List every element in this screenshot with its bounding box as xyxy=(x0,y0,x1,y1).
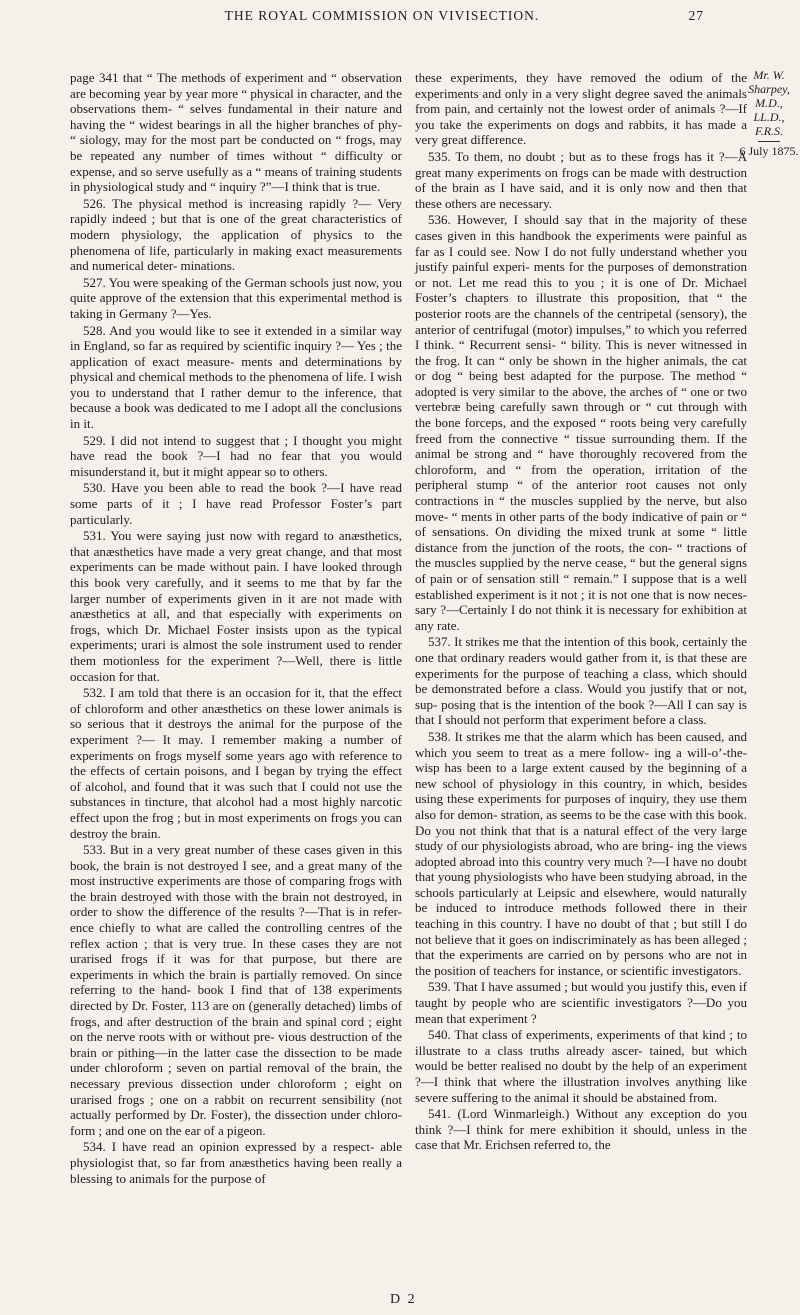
paragraph: 534. I have read an opinion expressed by a respect- able physiologist that, so far from anæsthetics having been really a blessing to animals for the purpose of xyxy=(70,1139,402,1186)
left-column xyxy=(70,70,402,1187)
paragraph: 530. Have you been able to read the book ?—I have read some parts of it ; I have read Professor Foster’s part particularly. xyxy=(70,480,402,527)
right-column xyxy=(415,70,747,1154)
paragraph: 540. That class of experiments, experiments of that kind ; to illustrate to a class truths already ascer- tained, but which would be better realised no doubt by the help of an experiment ?—I think that where the illustration involves anything like severe suffering to the animal it should be abstained from. xyxy=(415,1027,747,1105)
paragraph: 541. (Lord Winmarleigh.) Without any exception do you think ?—I think for mere exhibition it should, unless in the case that Mr. Erichsen referred to, the xyxy=(415,1106,747,1153)
paragraph: 536. However, I should say that in the majority of these cases given in this handbook the experiments were painful as far as I could see. Now I do not fully understand whether you justify painful experi- ments for the purposes of demonstration or not. Let me read this to you ; it is one of Dr. Michael Foster’s chapters to illustrate this proposition, that “ the posterior roots are the channels of the centripetal (sensory), the anterior of centrifugal (motor) impulses,” to which you referred I think. “ Recurrent sensi- “ bility. This is never witnessed in the frog. It can “ only be shown in the higher animals, the cat or dog “ being best adapted for the purpose. The method “ adopted is very similar to the above, the arches of “ one or two vertebræ being carefully sawn through or “ cut through with the bone forceps, and the exposed “ roots being very carefully freed from the connective “ tissue surrounding them. If the animal be strong and “ have thoroughly recovered from the chloroform, and “ from the operation, irritation of the peripheral stump “ of the anterior root causes not only contractions in “ the muscles supplied by the nerve, but also move- “ ments in other parts of the body indicative of pain or “ of sensations. On dividing the mixed trunk at some “ little distance from the junction of the roots, the con- “ tractions of the muscles supplied by the nerve cease, “ but the general signs of pain or of sensation still “ remain.” I suppose that is a well established experiment is it not ; it is not one that is now neces- sary ?—Certainly I do not think it is necessary for exhibition at any rate. xyxy=(415,212,747,633)
paragraph: 538. It strikes me that the alarm which has been caused, and which you seem to treat as a mere follow- ing a will-o’-the-wisp has been to a large extent caused by the beginning of a new school of physiology in this country, in which, besides using these experiments for purposes of inquiry, they use them also for demon- stration, as seems to be the case with this book. Do you not think that that is a natural effect of the very large study of our physiologists abroad, who are bring- ing the views adopted abroad into this country very much ?—I have no doubt that young physiologists who have been studying abroad, in the schools particularly at Leipsic and elsewhere, would naturally be induced to introduce methods followed there in their teaching in this country. I have no doubt of that ; but still I do not believe that it goes on indiscriminately as has been alleged ; that the experiments are carried on by persons who are not in the position of teachers for instance, or scientific investigators. xyxy=(415,728,747,978)
witness-date: 6 July 1875. xyxy=(739,144,799,158)
paragraph: 529. I did not intend to suggest that ; I thought you might have read the book ?—I had no fear that you would misunderstand it, but it might appear so to others. xyxy=(70,432,402,479)
paragraph: 535. To them, no doubt ; but as to these frogs has it ?—A great many experiments on frogs can be made with destruction of the brain as I have said, and it is only now and then that these others are necessary. xyxy=(415,148,747,211)
paragraph: 537. It strikes me that the intention of this book, certainly the one that ordinary readers would gather from it, is that these are experiments for the purpose of teaching a class, which should be demonstrated before a class. Would you justify that or not, sup- posing that is the intention of the book ?—All I can say is that I should not perform that experiment before a class. xyxy=(415,634,747,728)
paragraph: 539. That I have assumed ; but would you justify this, even if taught by people who are scientific investigators ?—Do you mean that experiment ? xyxy=(415,979,747,1026)
divider xyxy=(758,141,780,142)
paragraph: 533. But in a very great number of these cases given in this book, the brain is not destroyed I see, and a great many of the most instructive experiments are those of comparing frogs with the brain destroyed with those with the brain not destroyed, in order to show the difference of the results ?—That is in refer- ence chiefly to what are called the controlling centres of the reflex action ; that is very true. In these cases they are not urarised frogs if it was for that purpose, but there are experiments in which the brain is partially removed. On since referring to the hand- book I find that of 138 experiments directed by Dr. Foster, 113 are on (generally detached) limbs of frogs, and after destruction of the brain and spinal cord ; eight on the nerve roots with or without pre- vious destruction of the brain or pithing—in the latter case the dissection to be made under chloroform ; seven on partial removal of the brain, the necessary previous dissection under chloroform ; eight on urarised frogs ; one on a rabbit on recurrent sensibility (not actually performed by Dr. Foster), the dissection under chloro- form ; and one on the ear of a pigeon. xyxy=(70,842,402,1138)
paragraph: 528. And you would like to see it extended in a similar way in England, so far as required by scientific inquiry ?— Yes ; the application of exact measure- ments and determinations by physical and chemical methods to the phenomena of life. I wish you to understand that I rather demur to the inference, that because a book was dedicated to me I adopt all the conclusions in it. xyxy=(70,322,402,432)
printer-signature-mark: D 2 xyxy=(390,1292,417,1307)
paragraph: 526. The physical method is increasing rapidly ?— Very rapidly indeed ; but that is one of the great characteristics of modern physiology, the application of physics to the phenomena of life, particularly in making exact measurements and numerical deter- minations. xyxy=(70,195,402,274)
running-head-title: THE ROYAL COMMISSION ON VIVISECTION. xyxy=(224,8,540,23)
paragraph: 532. I am told that there is an occasion for it, that the effect of chloroform and other anæsthetics on these lower animals is so serious that it destroys the animal for the purpose of the experiment ?— It may. I remember making a number of experiments on frogs myself some years ago with reference to the effects of certain poisons, and I began by trying the effect of alcohol, and found that it was such that I could not use the substances in tincture, that alcohol had a most highly narcotic effect upon the frog ; but in most experiments on frogs you can destroy the brain. xyxy=(70,685,402,841)
paragraph: 531. You were saying just now with regard to anæsthetics, that anæsthetics have made a very great change, and that most experiments can be made without pain. I have looked through this book very carefully, and it seems to me that by far the larger number of experiments given in it are not made with anæsthetics at all, and that especially with experiments on frogs, which Dr. Michael Foster insists upon as the typical experiments; urari is almost the sole instrument used to render them motionless for the experiment ?—Well, there is little occasion for that. xyxy=(70,528,402,684)
paragraph: page 341 that “ The methods of experiment and “ observation are becoming year by year more “ physical in character, and the observations them- “ selves fundamental in their nature and having the “ widest bearings in all the higher branches of phy- “ siology, may for the most part be conducted on “ frogs, may be repeated any number of times without “ difficulty or expense, and so serve usefully as a “ means of training students in physiological study and “ inquiry ?”—I think that is true. xyxy=(70,70,402,195)
witness-margin-note xyxy=(739,68,799,158)
page-number: 27 xyxy=(688,8,704,23)
paragraph: these experiments, they have removed the odium of the experiments and only in a very slight degree saved the animals from pain, and certainly not the lowest order of animals ?—If you take the experiments on dogs and rabbits, it has made a very great difference. xyxy=(415,70,747,148)
paragraph: 527. You were speaking of the German schools just now, you quite approve of the extension that this experimental method is taking in Germany ?—Yes. xyxy=(70,274,402,321)
witness-name: Mr. W. Sharpey, M.D., LL.D., F.R.S. xyxy=(748,68,790,138)
